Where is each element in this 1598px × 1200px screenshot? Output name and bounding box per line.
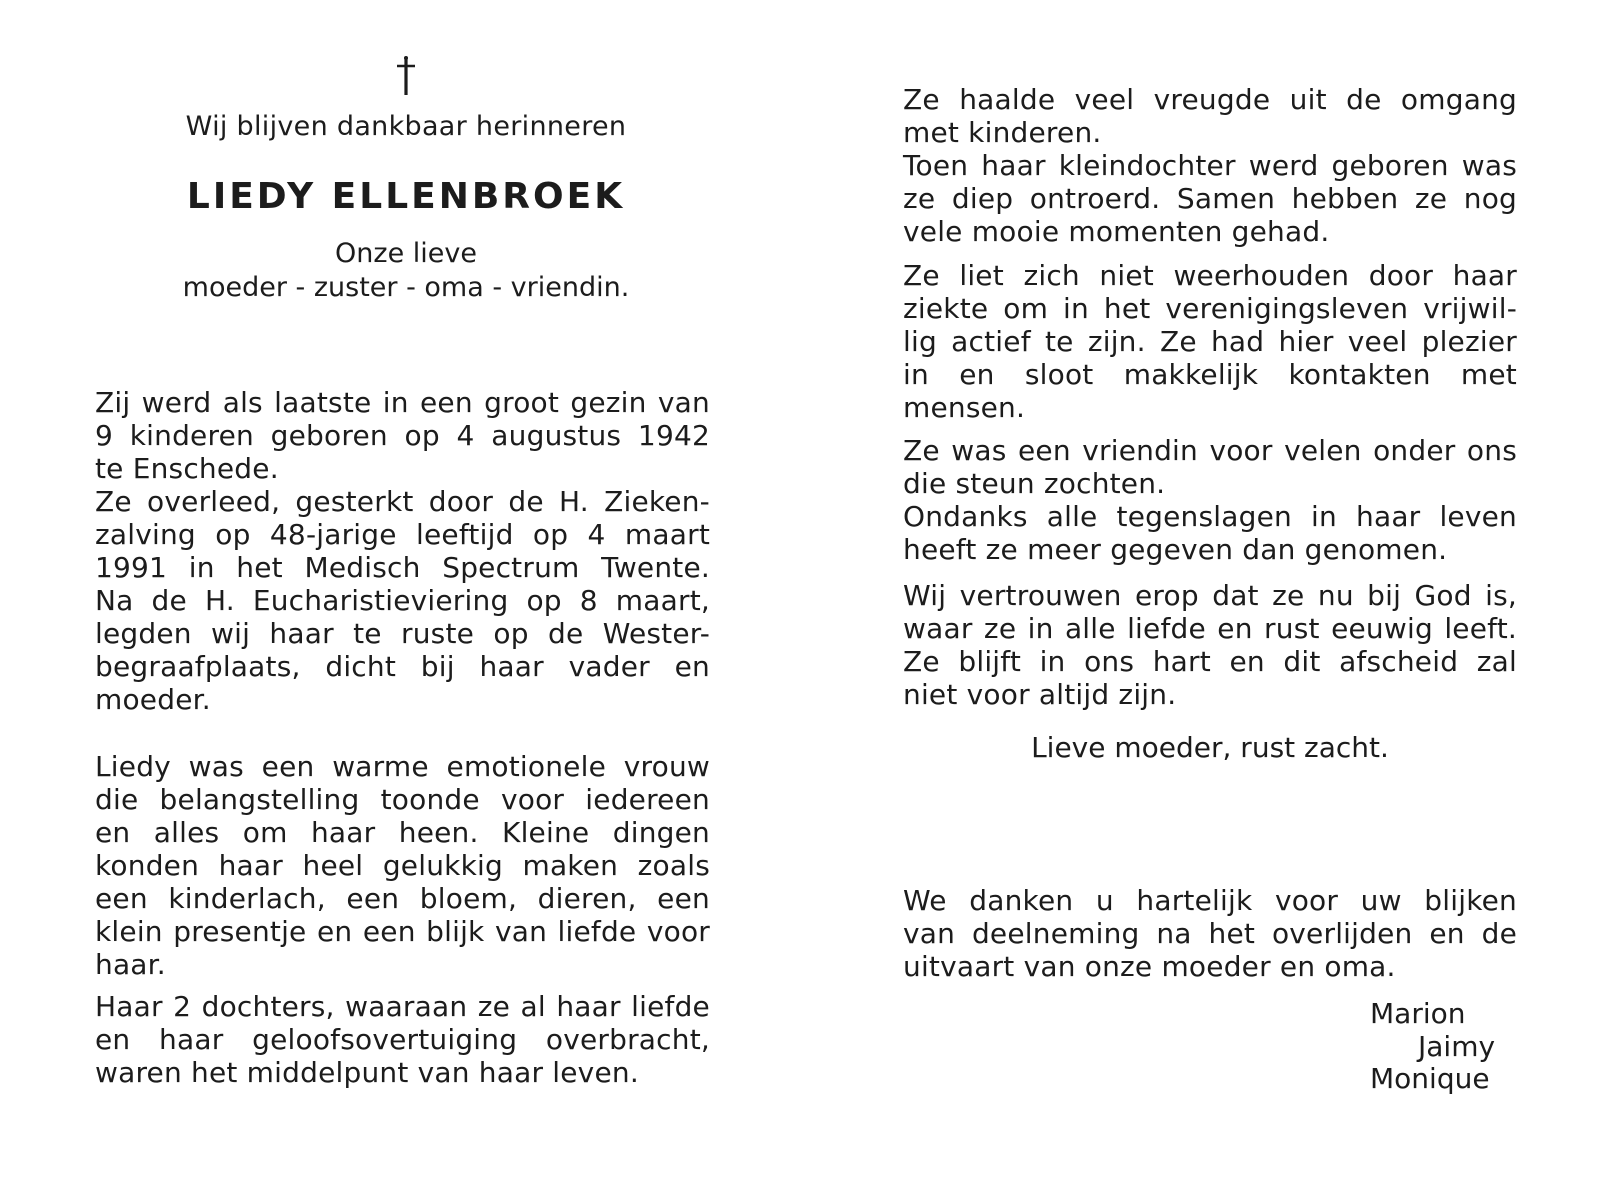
text-line: Ze haalde veel vreugde uit de omgang — [903, 83, 1517, 116]
text-line: in en sloot makkelijk kontakten met — [903, 358, 1517, 391]
signature-monique: Monique — [1370, 1062, 1490, 1095]
text-line: legden wij haar te ruste op de Wester- — [95, 617, 710, 650]
text-line: Toen haar kleindochter werd geboren was — [903, 149, 1517, 182]
intro-text: Wij blijven dankbaar herinneren — [185, 111, 627, 142]
text-line: klein presentje en een blijk van liefde voor — [95, 915, 710, 948]
text-line: waren het middelpunt van haar leven. — [95, 1056, 639, 1089]
text-line: Haar 2 dochters, waaraan ze al haar liefde — [95, 990, 710, 1023]
text-line: Wij vertrouwen erop dat ze nu bij God is, — [903, 579, 1517, 612]
text-line: niet voor altijd zijn. — [903, 678, 1177, 711]
closing-line: Lieve moeder, rust zacht. — [1031, 731, 1389, 764]
text-line: een kinderlach, een bloem, dieren, een — [95, 882, 710, 915]
text-line: en alles om haar heen. Kleine dingen — [95, 816, 710, 849]
text-line: 9 kinderen geboren op 4 augustus 1942 — [95, 419, 710, 452]
text-line: Ze was een vriendin voor velen onder ons — [903, 434, 1517, 467]
text-line: van deelneming na het overlijden en de — [903, 917, 1517, 950]
text-line: konden haar heel gelukkig maken zoals — [95, 849, 710, 882]
text-line: waar ze in alle liefde en rust eeuwig leeft. — [903, 612, 1517, 645]
text-line: Na de H. Eucharistieviering op 8 maart, — [95, 584, 710, 617]
text-line: vele mooie momenten gehad. — [903, 215, 1330, 248]
text-line: We danken u hartelijk voor uw blijken — [903, 884, 1517, 917]
text-line: met kinderen. — [903, 116, 1102, 149]
text-line: moeder. — [95, 683, 211, 716]
right-paragraph-3 — [903, 434, 1517, 566]
text-line: uitvaart van onze moeder en oma. — [903, 950, 1396, 983]
text-line: te Enschede. — [95, 452, 279, 485]
text-line: die steun zochten. — [903, 467, 1166, 500]
text-line: Liedy was een warme emotionele vrouw — [95, 750, 710, 783]
left-panel — [95, 55, 717, 305]
right-paragraph-4 — [903, 579, 1517, 711]
deceased-name: LIEDY ELLENBROEK — [186, 176, 626, 217]
text-line: zalving op 48-jarige leeftijd op 4 maart — [95, 518, 710, 551]
subtitle-line-2: moeder - zuster - oma - vriendin. — [182, 272, 630, 303]
signature-marion: Marion — [1370, 997, 1466, 1030]
text-line: Zij werd als laatste in een groot gezin van — [95, 386, 710, 419]
text-line: heeft ze meer gegeven dan genomen. — [903, 533, 1448, 566]
right-paragraph-2 — [903, 259, 1517, 424]
text-line: begraafplaats, dicht bij haar vader en — [95, 650, 710, 683]
text-line: Ze blijft in ons hart en dit afscheid zal — [903, 645, 1517, 678]
text-line: Ondanks alle tegenslagen in haar leven — [903, 500, 1517, 533]
right-paragraph-1 — [903, 83, 1517, 248]
left-paragraph-1 — [95, 386, 710, 716]
text-line: mensen. — [903, 391, 1026, 424]
subtitle-line-1: Onze lieve — [335, 238, 477, 269]
text-line: 1991 in het Medisch Spectrum Twente. — [95, 551, 710, 584]
text-line: die belangstelling toonde voor iedereen — [95, 783, 710, 816]
cross-icon — [95, 55, 717, 97]
left-paragraph-3 — [95, 990, 710, 1089]
text-line: Ze overleed, gesterkt door de H. Zieken- — [95, 485, 710, 518]
thanks-paragraph — [903, 884, 1517, 983]
text-line: lig actief te zijn. Ze had hier veel plezier — [903, 325, 1517, 358]
left-paragraph-2 — [95, 750, 710, 981]
text-line: ziekte om in het verenigingsleven vrijwil- — [903, 292, 1517, 325]
text-line: en haar geloofsovertuiging overbracht, — [95, 1023, 710, 1056]
text-line: haar. — [95, 948, 166, 981]
text-line: ze diep ontroerd. Samen hebben ze nog — [903, 182, 1517, 215]
text-line: Ze liet zich niet weerhouden door haar — [903, 259, 1517, 292]
signature-jaimy: Jaimy — [1418, 1030, 1496, 1063]
